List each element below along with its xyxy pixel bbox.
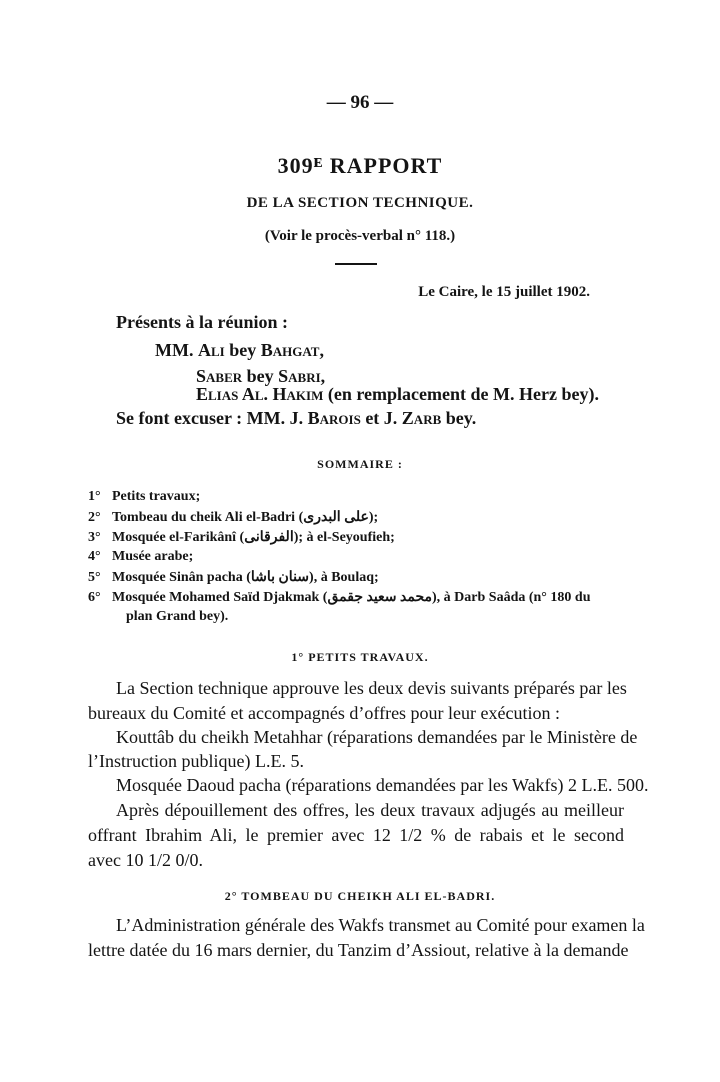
paragraph-line: Kouttâb du cheikh Metahhar (réparations demandées par le Ministère de	[116, 727, 638, 747]
member-3: Elias Al. Hakim (en remplacement de M. Herz bey).	[196, 384, 599, 404]
paragraph-line: l’Instruction publique) L.E. 5.	[88, 751, 304, 771]
paragraph-line: avec 10 1/2 0/0.	[88, 850, 203, 870]
toc-item: 3° Mosquée el-Farikânî (الفرقانى); à el-Seyoufieh;	[88, 530, 395, 545]
paragraph-line: offrant Ibrahim Ali, le premier avec 12 1/2 % de rabais et le second	[88, 825, 624, 845]
report-reference: (Voir le procès-verbal n° 118.)	[264, 228, 456, 244]
toc-item: 6° Mosquée Mohamed Saïd Djakmak (محمد سعيد جقمق), à Darb Saâda (n° 180 du	[88, 590, 591, 605]
paragraph-line: La Section technique approuve les deux devis suivants préparés par les	[116, 678, 627, 698]
report-title: 309ᴱ RAPPORT	[277, 153, 443, 178]
section-heading: 1° PETITS TRAVAUX.	[291, 650, 429, 664]
dateline: Le Caire, le 15 juillet 1902.	[418, 284, 590, 300]
paragraph-line: Après dépouillement des offres, les deux travaux adjugés au meilleur	[116, 800, 624, 820]
excused-line: Se font excuser : MM. J. Barois et J. Zarb bey.	[116, 408, 477, 428]
member-1: MM. Ali bey Bahgat,	[155, 340, 324, 360]
toc-item: 2° Tombeau du cheik Ali el-Badri (على البدرى);	[88, 510, 379, 525]
page-number: — 96 —	[326, 92, 394, 113]
paragraph-line: bureaux du Comité et accompagnés d’offres pour leur exécution :	[88, 703, 561, 723]
toc-item-continuation: plan Grand bey).	[126, 609, 229, 624]
toc-item: 4° Musée arabe;	[88, 549, 194, 564]
sommaire-heading: SOMMAIRE :	[317, 457, 403, 471]
report-subtitle: DE LA SECTION TECHNIQUE.	[246, 195, 474, 211]
paragraph-line: Mosquée Daoud pacha (réparations demandées par les Wakfs) 2 L.E. 500.	[116, 775, 649, 795]
toc-item: 1° Petits travaux;	[88, 489, 201, 504]
member-2: Saber bey Sabri,	[196, 366, 326, 386]
section-heading: 2° TOMBEAU DU CHEIKH ALI EL-BADRI.	[224, 889, 496, 903]
title-divider	[335, 263, 377, 265]
paragraph-line: L’Administration générale des Wakfs transmet au Comité pour examen la	[116, 915, 645, 935]
paragraph-line: lettre datée du 16 mars dernier, du Tanzim d’Assiout, relative à la demande	[88, 940, 629, 960]
presents-label: Présents à la réunion :	[116, 312, 288, 332]
toc-item: 5° Mosquée Sinân pacha (سنان باشا), à Boulaq;	[88, 570, 379, 585]
